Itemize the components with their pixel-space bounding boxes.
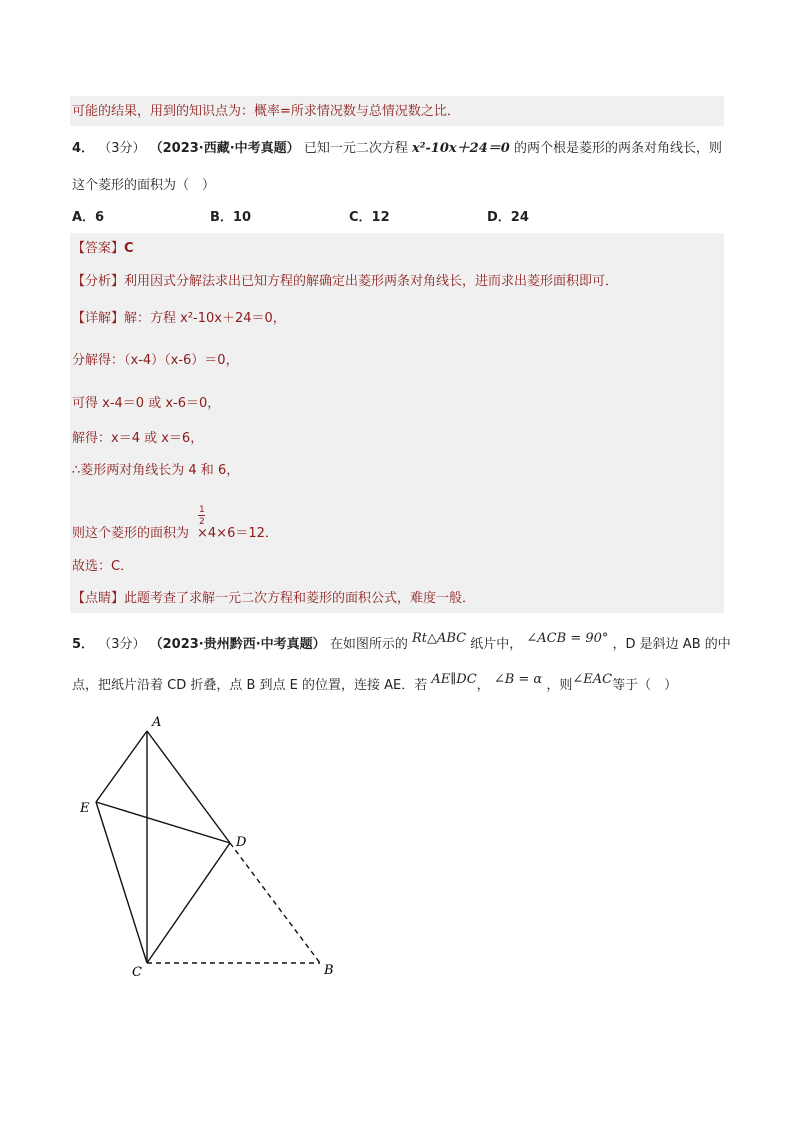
equation: x²-10x＋24＝0 [411, 141, 510, 156]
segment-EC [96, 802, 147, 963]
label-D: D [236, 835, 247, 850]
comment-text: 此题考查了求解一元二次方程和菱形的面积公式，难度一般． [124, 591, 476, 606]
angle-acb: ∠ACB = 90° [526, 631, 609, 646]
segment-AE [96, 731, 147, 802]
label-A: A [152, 715, 162, 730]
step-5: ∴菱形两对角线长为 4 和 6， [72, 463, 240, 478]
stem-text-3: ，D 是斜边 AB 的中 [612, 637, 731, 652]
label-B: B [324, 963, 334, 978]
segment-CD [147, 843, 230, 963]
analysis-tag: 【分析】 [72, 274, 125, 289]
step-6-prefix: 则这个菱形的面积为 [72, 526, 190, 541]
option-b[interactable]: B．10 [210, 210, 251, 225]
step-7: 故选：C． [72, 559, 134, 574]
stem-line2-a: 点，把纸片沿着 CD 折叠，点 B 到点 E 的位置，连接 AE．若 [72, 678, 428, 693]
stem-text-2: 纸片中， [470, 637, 523, 652]
comment-tag: 【点睛】 [72, 591, 125, 606]
analysis-text: 利用因式分解法求出已知方程的解确定出菱形两条对角线长，进而求出菱形面积即可． [124, 274, 619, 289]
step-2: 分解得：（x-4）（x-6）＝0， [72, 353, 239, 368]
score: （3分） [98, 141, 146, 156]
stem-line2-c: 等于（ ） [612, 678, 678, 693]
question-4-stem-line2: 这个菱形的面积为（ ） [72, 178, 216, 193]
option-d[interactable]: D．24 [487, 210, 529, 225]
prev-conclusion: 可能的结果，用到的知识点为：概率=所求情况数与总情况数之比． [72, 104, 460, 119]
question-number: 5． [72, 637, 95, 652]
segment-ED [96, 802, 230, 843]
label-E: E [80, 801, 90, 816]
detail-tag: 【详解】 [72, 311, 125, 326]
source: （2023·贵州黔西·中考真题） [149, 637, 326, 652]
step-3: 可得 x-4＝0 或 x-6＝0， [72, 396, 221, 411]
step-4: 解得：x＝4 或 x＝6， [72, 431, 204, 446]
label-C: C [132, 965, 142, 980]
step-6-suffix: ×4×6＝12． [197, 526, 278, 541]
fraction-numerator: 1 [199, 505, 205, 515]
segment-AD [147, 731, 230, 843]
step-1: 解：方程 x²-10x＋24＝0， [124, 311, 286, 326]
angle-b: ∠B = α [493, 672, 543, 687]
fraction-denominator: 2 [199, 517, 205, 527]
question-number: 4． [72, 141, 95, 156]
source: （2023·西藏·中考真题） [149, 141, 300, 156]
option-a[interactable]: A．6 [72, 210, 105, 225]
answer-value: C [124, 241, 134, 256]
stem-text-continued: 的两个根是菱形的两条对角线长，则 [513, 141, 722, 156]
stem-text: 已知一元二次方程 [303, 141, 408, 156]
option-c[interactable]: C．12 [349, 210, 390, 225]
rt-triangle: Rt△ABC [411, 631, 467, 646]
comma: ， [476, 678, 490, 693]
parallel-condition: AE∥DC [431, 672, 477, 687]
stem-text: 在如图所示的 [329, 637, 408, 652]
segment-DB-dashed [230, 843, 320, 963]
score: （3分） [98, 637, 146, 652]
answer-tag: 【答案】 [72, 241, 125, 256]
angle-eac: ∠EAC [572, 672, 613, 687]
stem-line2-b: ，则 [546, 678, 573, 693]
